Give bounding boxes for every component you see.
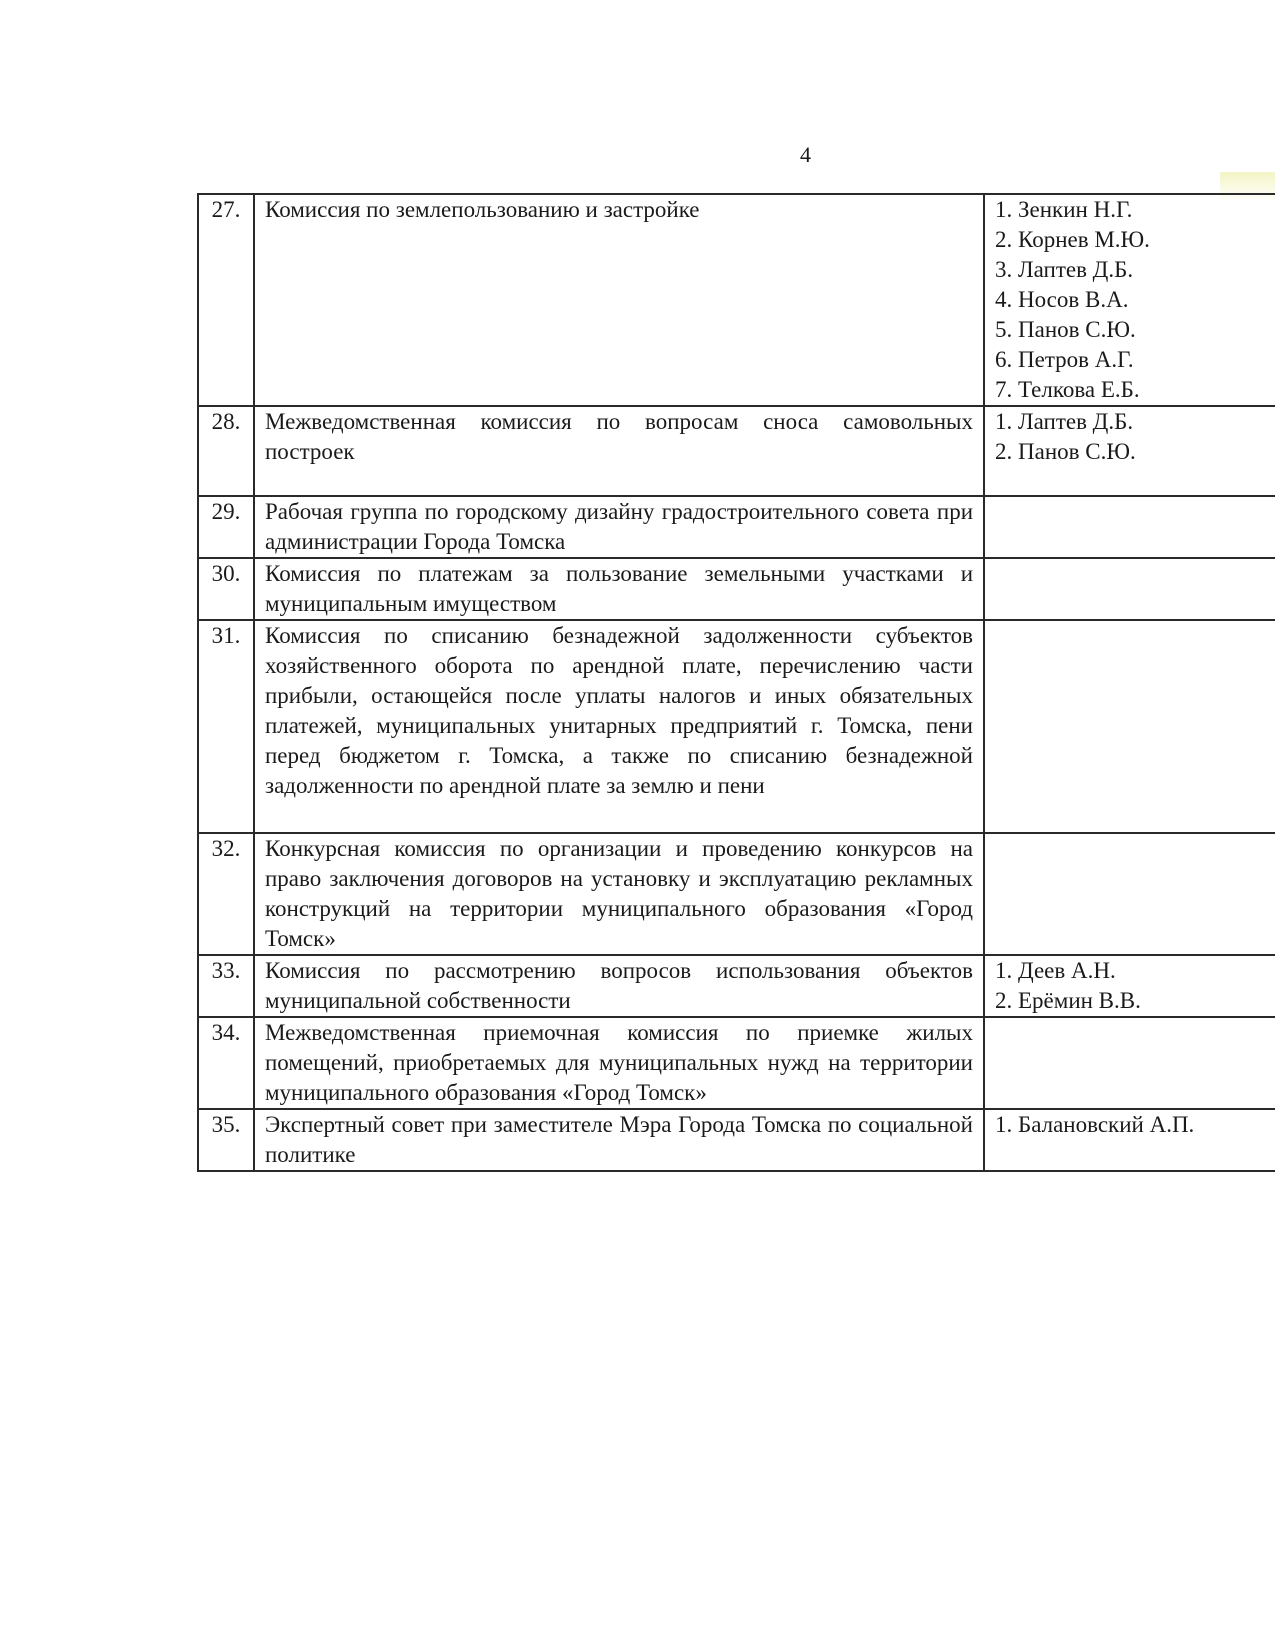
committee-name: Комиссия по списанию безнадежной задолженности субъектов хозяйственного оборота по арендной плате, перечислению части прибыли, остающейся после уплаты налогов и иных обязательных платежей, муниципальных унитарных предприятий г. Томска, пени перед бюджетом г. Томска, а также по списанию безнадежной задолженности по арендной плате за землю и пени — [254, 620, 984, 833]
members-cell — [984, 1017, 1275, 1109]
members-cell — [984, 955, 1275, 1017]
table-row — [198, 1017, 1275, 1109]
committee-name: Межведомственная приемочная комиссия по приемке жилых помещений, приобретаемых для муниципальных нужд на территории муниципального образования «Город Томск» — [254, 1017, 984, 1109]
table-row — [198, 406, 1275, 496]
members-cell — [984, 1109, 1275, 1171]
table-row — [198, 833, 1275, 955]
committees-table — [197, 193, 1275, 1172]
table-row — [198, 558, 1275, 620]
members-cell — [984, 620, 1275, 833]
committee-name: Конкурсная комиссия по организации и проведению конкурсов на право заключения договоров на установку и эксплуатацию рекламных конструкций на территории муниципального образования «Город Томск» — [254, 833, 984, 955]
members-cell — [984, 558, 1275, 620]
members-cell — [984, 833, 1275, 955]
member-item: 4. Носов В.А. — [995, 287, 1129, 312]
row-number: 27. — [198, 194, 254, 406]
row-number: 35. — [198, 1109, 254, 1171]
members-cell — [984, 194, 1275, 406]
committee-name: Комиссия по платежам за пользование земельными участками и муниципальным имуществом — [254, 558, 984, 620]
row-number: 34. — [198, 1017, 254, 1109]
row-number: 32. — [198, 833, 254, 955]
table-row — [198, 194, 1275, 406]
committee-name: Комиссия по землепользованию и застройке — [254, 194, 984, 406]
member-item: 6. Петров А.Г. — [995, 347, 1134, 372]
member-item: 3. Лаптев Д.Б. — [995, 257, 1134, 282]
members-cell — [984, 496, 1275, 558]
member-item: 1. Лаптев Д.Б. — [995, 409, 1134, 434]
member-item: 5. Панов С.Ю. — [995, 317, 1136, 342]
table-row — [198, 955, 1275, 1017]
member-item: 2. Панов С.Ю. — [995, 439, 1136, 464]
table-row — [198, 620, 1275, 833]
member-list — [995, 195, 1275, 405]
members-cell — [984, 406, 1275, 496]
page-number: 4 — [800, 142, 811, 167]
member-item: 2. Ерёмин В.В. — [995, 988, 1141, 1013]
row-number: 31. — [198, 620, 254, 833]
row-number: 29. — [198, 496, 254, 558]
committee-name: Межведомственная комиссия по вопросам сноса самовольных построек — [254, 406, 984, 496]
member-item: 1. Зенкин Н.Г. — [995, 197, 1133, 222]
row-number: 33. — [198, 955, 254, 1017]
table-row — [198, 496, 1275, 558]
committee-name: Экспертный совет при заместителе Мэра Города Томска по социальной политике — [254, 1109, 984, 1171]
row-number: 28. — [198, 406, 254, 496]
member-item: 2. Корнев М.Ю. — [995, 227, 1150, 252]
member-item: 7. Телкова Е.Б. — [995, 377, 1140, 402]
member-item: 1. Балановский А.П. — [995, 1112, 1195, 1137]
member-list — [995, 956, 1275, 1016]
row-number: 30. — [198, 558, 254, 620]
member-list — [995, 1110, 1275, 1140]
committee-name: Комиссия по рассмотрению вопросов использования объектов муниципальной собственности — [254, 955, 984, 1017]
table-row — [198, 1109, 1275, 1171]
member-item: 1. Деев А.Н. — [995, 958, 1116, 983]
member-list — [995, 407, 1275, 467]
committee-name: Рабочая группа по городскому дизайну градостроительного совета при администрации Города Томска — [254, 496, 984, 558]
